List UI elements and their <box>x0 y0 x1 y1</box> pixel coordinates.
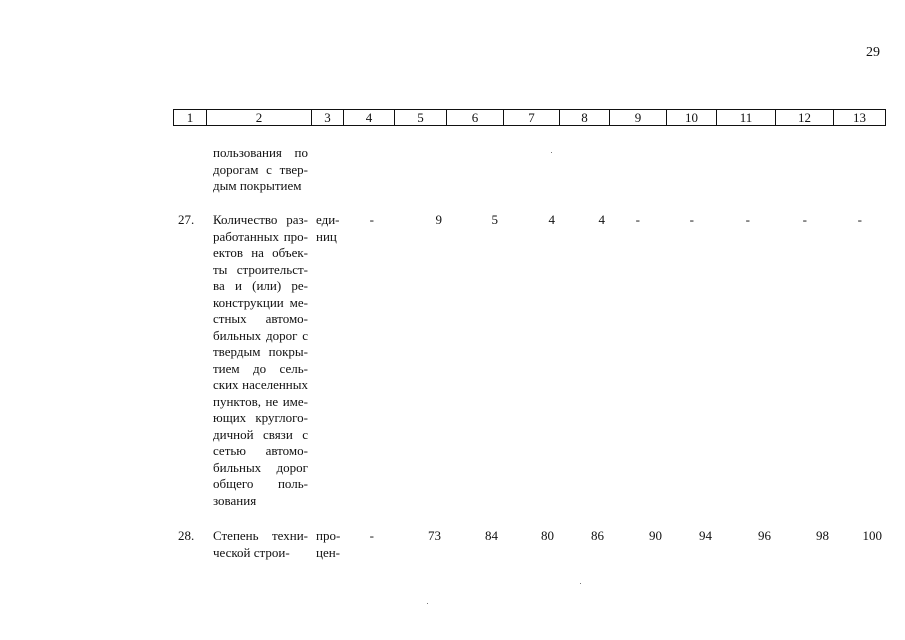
value-col-11: - <box>745 212 750 227</box>
description-line: дорогам с твер- <box>213 161 308 177</box>
scan-speck <box>551 152 552 153</box>
description-line: Степень техни- <box>213 528 308 543</box>
description-line: ектов на объек- <box>213 245 308 260</box>
value-col-13: 100 <box>862 528 882 543</box>
description-line: общего поль- <box>213 476 308 491</box>
value-col-10: - <box>689 212 694 227</box>
unit-line: ниц <box>316 228 337 244</box>
description-line: бильных дорог с <box>213 327 308 343</box>
description-line: пользования по <box>213 145 308 160</box>
row-description <box>213 212 308 509</box>
description-line: ва и (или) ре- <box>213 278 308 293</box>
description-line: дичной связи с <box>213 426 308 442</box>
value-col-12: - <box>802 212 807 227</box>
description-line: ты строительст- <box>213 261 308 277</box>
header-cell: 2 <box>207 110 312 125</box>
header-cell: 1 <box>174 110 207 125</box>
header-cell: 11 <box>717 110 776 125</box>
header-cell: 6 <box>447 110 504 125</box>
value-col-9: 90 <box>649 528 662 543</box>
description-line: стных автомо- <box>213 311 308 326</box>
scan-speck <box>427 603 428 604</box>
description-line: твердым покры- <box>213 344 308 359</box>
value-col-12: 98 <box>816 528 829 543</box>
value-col-13: - <box>857 212 862 227</box>
header-cell: 3 <box>312 110 344 125</box>
header-cell: 10 <box>667 110 717 125</box>
description-line: Количество раз- <box>213 212 308 227</box>
header-cell: 8 <box>560 110 610 125</box>
value-col-9: - <box>635 212 640 227</box>
description-line: дым покрытием <box>213 178 302 193</box>
description-line: сетью автомо- <box>213 443 308 458</box>
scan-speck <box>580 583 581 584</box>
value-col-10: 94 <box>699 528 712 543</box>
description-line: работанных про- <box>213 228 308 244</box>
header-cell: 12 <box>776 110 834 125</box>
unit-line: еди- <box>316 212 340 227</box>
value-col-7: 80 <box>541 528 554 543</box>
value-col-11: 96 <box>758 528 771 543</box>
description-line: зования <box>213 492 257 508</box>
row-number: 27. <box>178 212 195 227</box>
continuation-description <box>213 145 308 195</box>
description-line: ских населенных <box>213 377 308 392</box>
unit-line: цен- <box>316 544 341 560</box>
value-col-8: 86 <box>591 528 604 543</box>
row-description <box>213 528 308 561</box>
value-col-6: 5 <box>491 212 498 227</box>
value-col-4: - <box>369 528 374 543</box>
value-col-7: 4 <box>548 212 555 227</box>
row-number: 28. <box>178 528 195 543</box>
value-col-4: - <box>369 212 374 227</box>
description-line: бильных дорог <box>213 459 308 475</box>
description-line: ющих круглого- <box>213 410 308 425</box>
unit-line: про- <box>316 528 341 543</box>
value-col-8: 4 <box>598 212 605 227</box>
header-cell: 5 <box>395 110 447 125</box>
description-line: тием до сель- <box>213 360 308 376</box>
header-cell: 7 <box>504 110 560 125</box>
header-cell: 4 <box>344 110 395 125</box>
description-line: ческой строи- <box>213 544 290 560</box>
value-col-6: 84 <box>485 528 498 543</box>
value-col-5: 9 <box>435 212 442 227</box>
table-header-row <box>173 109 886 126</box>
description-line: конструкции ме- <box>213 294 308 310</box>
value-col-5: 73 <box>428 528 441 543</box>
header-cell: 9 <box>610 110 667 125</box>
page-number: 29 <box>866 45 880 60</box>
description-line: пунктов, не име- <box>213 393 308 409</box>
header-cell: 13 <box>853 110 866 125</box>
